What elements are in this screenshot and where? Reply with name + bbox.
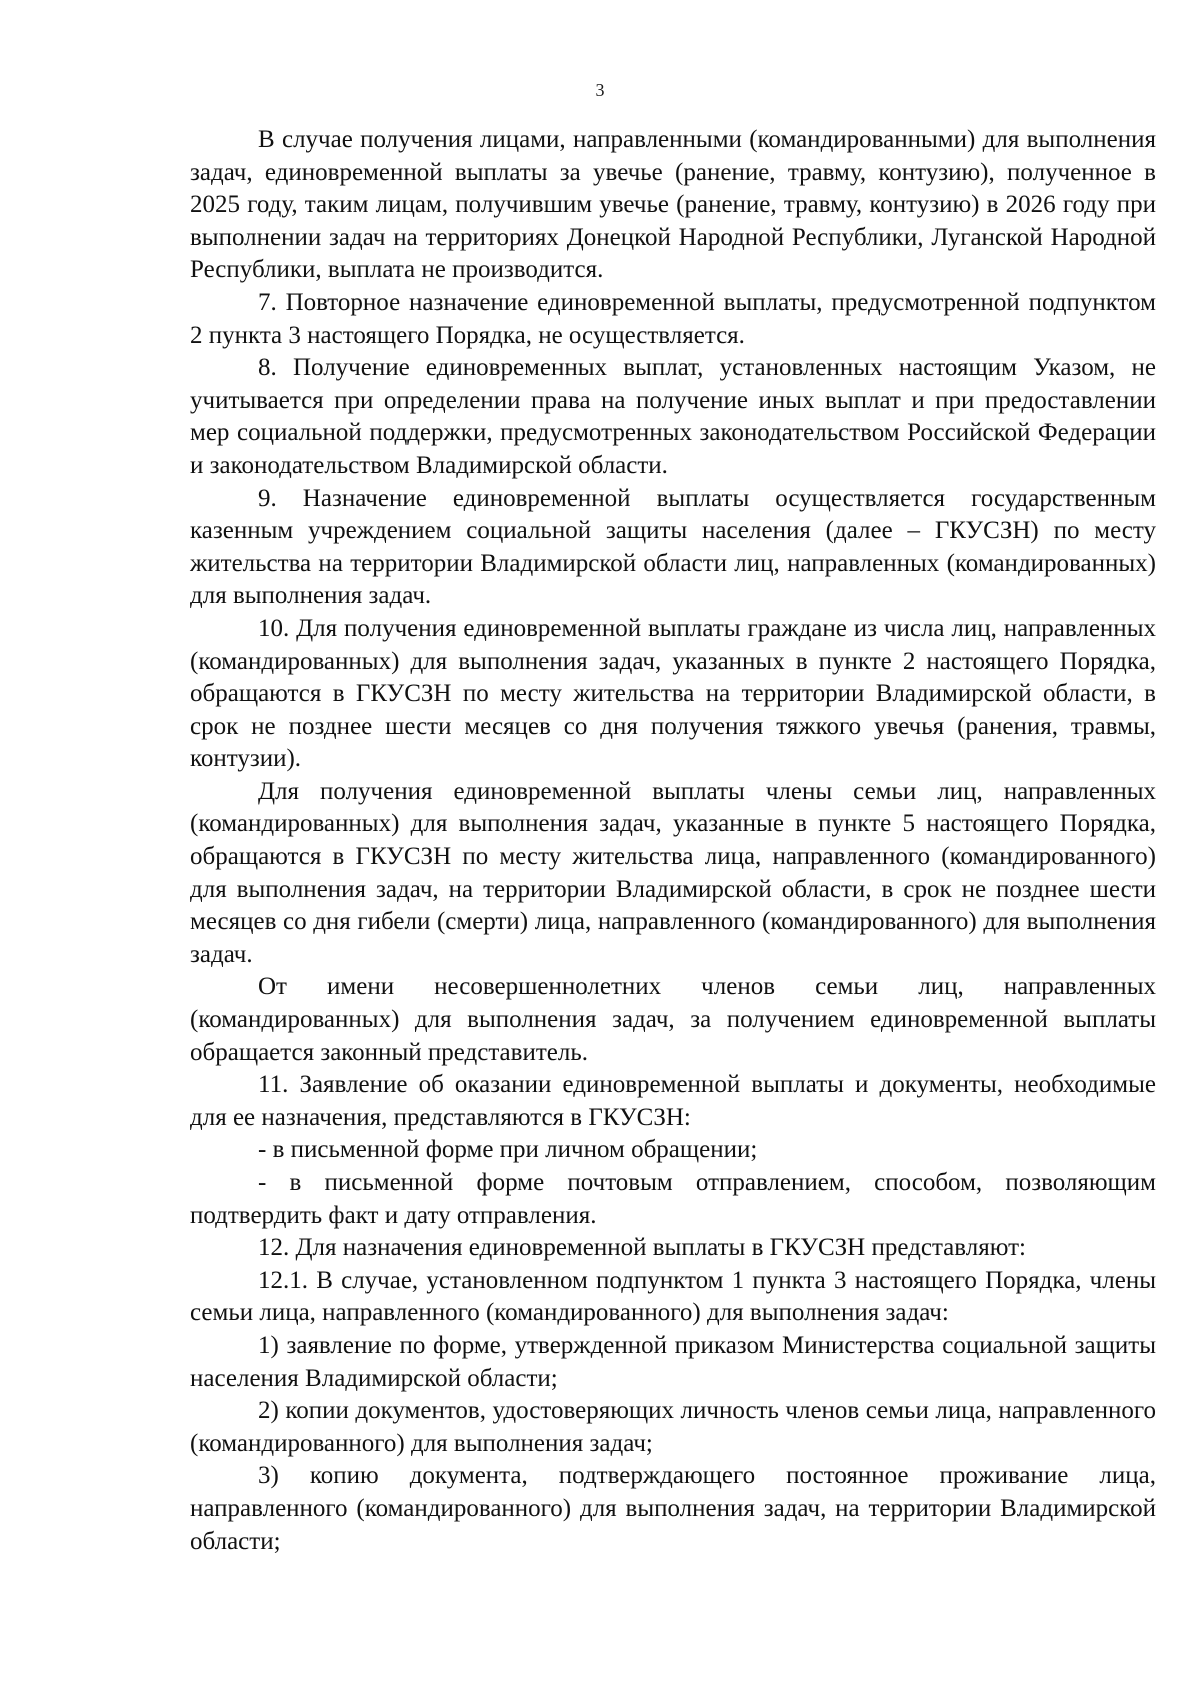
paragraph-10: 10. Для получения единовременной выплаты граждане из числа лиц, направленных (командированных) для выполнения задач, указанных в пункте 2 настоящего Порядка, обращаются в ГКУСЗН по месту жительства на территории Владимирской области, в срок не позднее шести месяцев со дня получения тяжкого увечья (ранения, травмы, контузии). [190,614,1156,773]
paragraph-11-in-person: - в письменной форме при личном обращении; [258,1136,758,1164]
paragraph-12: 12. Для назначения единовременной выплаты в ГКУСЗН представляют: [258,1234,1026,1262]
paragraph-11-postal: - в письменной форме почтовым отправлением, способом, позволяющим подтвердить факт и дату отправления. [190,1169,1156,1229]
paragraph-12-1: 12.1. В случае, установленном подпунктом 1 пункта 3 настоящего Порядка, члены семьи лица, направленного (командированного) для выполнения задач: [190,1266,1156,1327]
paragraph-7: 7. Повторное назначение единовременной выплаты, предусмотренной подпунктом 2 пункта 3 настоящего Порядка, не осуществляется. [190,288,1156,349]
paragraph-11: 11. Заявление об оказании единовременной выплаты и документы, необходимые для ее назначения, представляются в ГКУСЗН: [190,1071,1156,1131]
list-item-2: 2) копии документов, удостоверяющих личность членов семьи лица, направленного (командированного) для выполнения задач; [190,1397,1156,1457]
paragraph-9: 9. Назначение единовременной выплаты осуществляется государственным казенным учреждением социальной защиты населения (далее – ГКУСЗН) по месту жительства на территории Владимирской области лиц, направленных (командированных) для выполнения задач. [190,484,1156,610]
page-number: 3 [595,80,605,100]
paragraph-10-family: Для получения единовременной выплаты члены семьи лиц, направленных (командированных) для выполнения задач, указанные в пункте 5 настоящего Порядка, обращаются в ГКУСЗН по месту жительства лица, направленного (командированного) для выполнения задач, на территории Владимирской области, в срок не позднее шести месяцев со дня гибели (смерти) лица, направленного (командированного) для выполнения задач. [190,777,1156,968]
list-item-3: 3) копию документа, подтверждающего постоянное проживание лица, направленного (командированного) для выполнения задач, на территории Владимирской области; [190,1462,1156,1555]
paragraph-10-minors: От имени несовершеннолетних членов семьи лиц, направленных (командированных) для выполнения задач, за получением единовременной выплаты обращается законный представитель. [190,973,1156,1066]
paragraph-injury-2025: В случае получения лицами, направленными (командированными) для выполнения задач, единовременной выплаты за увечье (ранение, травму, контузию), полученное в 2025 году, таким лицам, получившим увечье (ранение, травму, контузию) в 2026 году при выполнении задач на территориях Донецкой Народной Республики, Луганской Народной Республики, выплата не производится. [190,126,1156,284]
document-body [190,124,1156,1558]
list-item-1: 1) заявление по форме, утвержденной приказом Министерства социальной защиты населения Владимирской области; [190,1331,1156,1392]
paragraph-8: 8. Получение единовременных выплат, установленных настоящим Указом, не учитывается при определении права на получение иных выплат и при предоставлении мер социальной поддержки, предусмотренных законодательством Российской Федерации и законодательством Владимирской области. [190,354,1156,479]
